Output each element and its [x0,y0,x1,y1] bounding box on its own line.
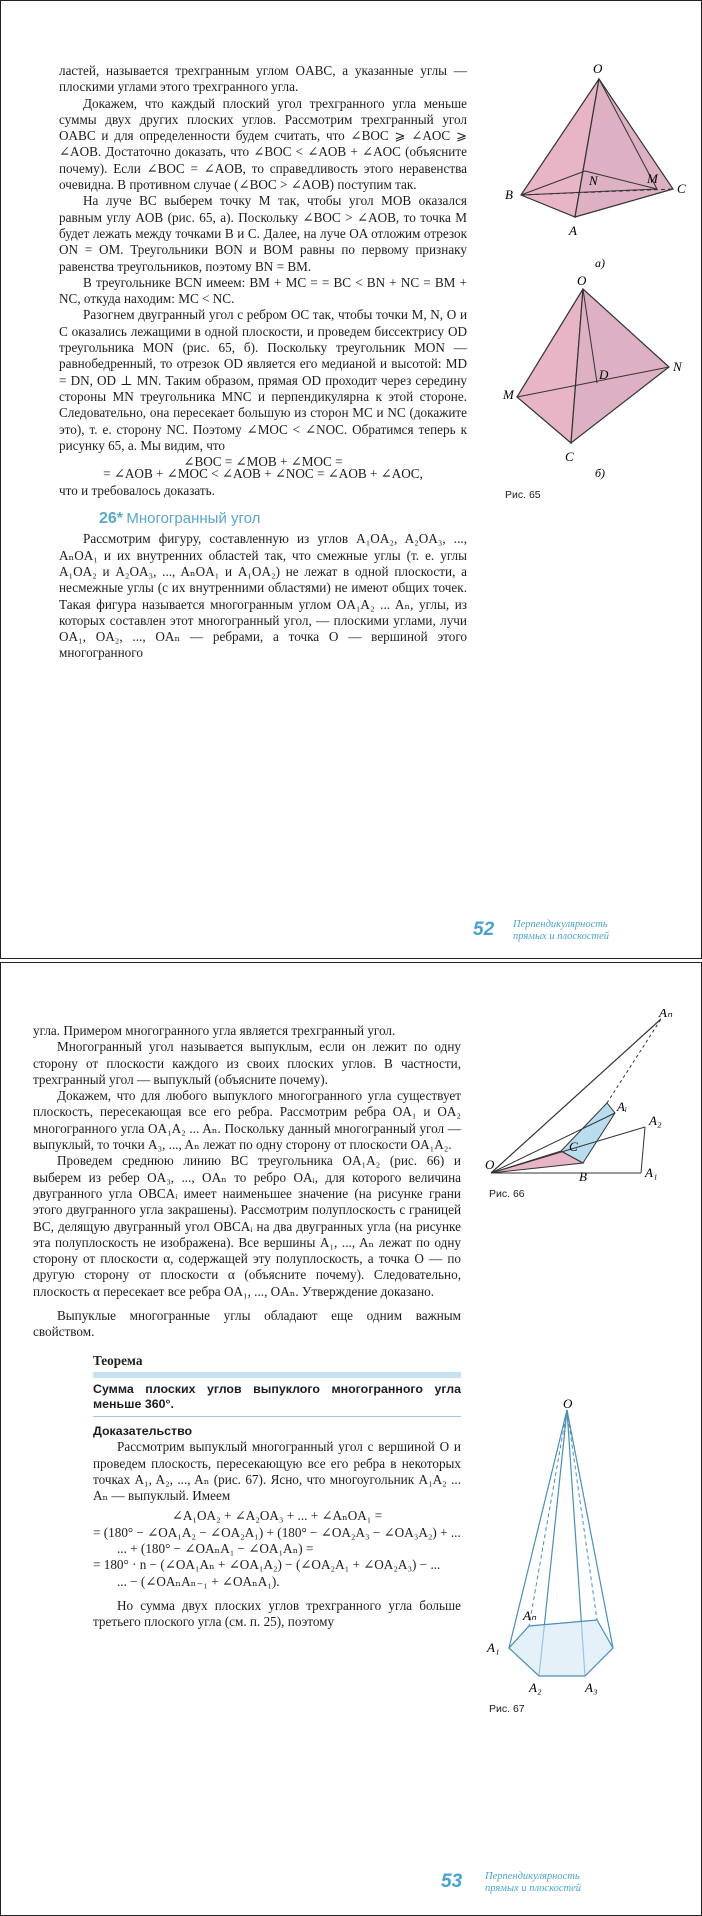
label-a1: A₁ [645,1165,658,1180]
paragraph: Рассмотрим фигуру, составленную из углов A₁OA₂, A₂OA₃, ..., AₙOA₁ и их внутренних областей так, что смежные углы (т. е. углы A₁OA₂ и A₂OA₃, ..., AₙOA₁ и A₁OA₂) не лежат в одной плоскости, а несмежные углы (с их внутренними областями) не имеют общих точек. Такая фигура называется многогранным углом OA₁A₂ ... Aₙ, углы, из которых составлен этот многогранный угол, — плоскими углами, лучи OA₁, OA₂, ..., OAₙ — ребрами, а точка O — вершиной этого многогранного [59,531,467,661]
theorem-label: Теорема [93,1352,143,1368]
label-an: Aₙ [523,1608,537,1623]
proof-label: Доказательство [93,1423,193,1438]
section-number: 26* [99,510,124,528]
equation-line: = ∠AOB + ∠MOC < ∠AOB + ∠NOC = ∠AOB + ∠AOC, [103,466,423,482]
proof-equation-line: ... − (∠OAₙAₙ₋₁ + ∠OAₙA₁). [117,1573,280,1589]
paragraph: Проведем среднюю линию BC треугольника OA₁A₂ (рис. 66) и выберем из ребер OA₃, ..., OAₙ то ребро OAᵢ, для которого величина двугранного угла OBCAᵢ имеет наименьшее значение (на рисунке грани этого двугранного угла закрашены). Рассмотрим полуплоскость с границей BC, делящую двугранный угол OBCAᵢ на два двугранных угла (на рисунке эта полуплоскость не изображена). Все вершины A₁, ..., Aₙ лежат по одну сторону от плоскости α, содержащей эту полуплоскость, а точка O — по другую сторону от плоскости α (объясните почему). Следовательно, плоскость α пересекает все ребра OA₁, ..., OAₙ. Утверждение доказано. [33,1153,461,1299]
label-n: N [589,173,598,188]
proof-body [93,1439,461,1630]
conclusion: что и требовалось доказать. [59,482,215,498]
page-52-text-column [59,63,467,662]
paragraph: Разогнем двугранный угол с ребром OC так, чтобы точки M, N, O и C оказались лежащими в одной плоскости, и проведем биссектрису OD треугольника MON (рис. 65, б). Поскольку треугольник MON — равнобедренный, то отрезок OD является его медианой и высотой: MD = DN, OD ⊥ MN. Таким образом, прямая OD проходит через середину стороны MN треугольника MNC и перпендикулярна к этой стороне. Следовательно, она пересекает большую из сторон MC и NC (докажите это), т. е. сторону NC. Поэтому ∠MOC < ∠NOC. Обратимся теперь к рисунку 65, а. Мы видим, что [59,307,467,453]
figure-67 [485,1398,695,1708]
figure-65b [501,271,691,481]
paragraph: Многогранный угол называется выпуклым, если он лежит по одну сторону от плоскости каждого из своих плоских углов. В частности, трехгранный угол — выпуклый (объясните почему). [33,1039,461,1087]
paragraph: Выпуклые многогранные углы обладают еще одним важным свойством. [33,1308,461,1340]
edge-oa4 [567,1410,613,1648]
shaded-face-bcai [561,1103,615,1163]
label-an: Aₙ [659,1009,673,1020]
figure-caption: Рис. 65 [505,489,541,501]
theorem-text: Сумма плоских углов выпуклого многогранного угла меньше 360°. [93,1380,461,1417]
paragraph: угла. Примером многогранного угла является трехгранный угол. [33,1023,396,1038]
running-header [485,1871,581,1895]
label-o: O [563,1398,573,1411]
label-a3: A₃ [585,1680,598,1695]
label-a2: A₂ [649,1113,662,1128]
face-onc [571,289,669,443]
label-c: C [677,181,686,196]
paragraph: Рассмотрим выпуклый многогранный угол с вершиной O и проведем плоскость, пересекающую все его ребра в некоторых точках A₁, A₂, ..., Aₙ (рис. 67). Ясно, что многоугольник A₁A₂ ... Aₙ — выпуклый. Имеем [93,1439,461,1504]
proof-equation-line: ... + (180° − ∠OAₙA₁ − ∠OA₁Aₙ) = [117,1541,314,1557]
page-53-text-column [33,1023,461,1631]
label-c: C [569,1139,578,1154]
running-header-line: прямых и плоскостей [513,931,609,942]
paragraph: В треугольнике BCN имеем: BM + MC = = BC < BN + NC = BM + NC, откуда находим: MC < NC. [59,274,467,307]
section-heading [99,511,467,527]
label-o: O [577,273,587,288]
proof-equation-line: ∠A₁OA₂ + ∠A₂OA₃ + ... + ∠AₙOA₁ = [171,1508,383,1524]
label-o: O [593,61,603,76]
equation-line: ∠BOC = ∠MOB + ∠MOC = [183,454,343,470]
label-b: B [579,1169,587,1184]
label-n: N [673,359,682,374]
running-header-line: Перпендикулярность [513,919,608,930]
label-o: O [485,1157,495,1172]
paragraph: Докажем, что для любого выпуклого многогранного угла существует плоскость, пересекающая все его ребра. Рассмотрим ребра OA₁ и OA₂ многогранного угла OA₁A₂ ... Aₙ. Поскольку данный многогранный угол — выпуклый, то точки A₃, ..., Aₙ лежат по одну сторону от плоскости OA₁A₂. [33,1088,461,1153]
label-m: M [503,387,514,402]
edge-oa5 [567,1410,597,1620]
figure-label-b: б) [595,466,606,480]
proof-equation-line: = (180° − ∠OA₁A₂ − ∠OA₂A₁) + (180° − ∠OA₂A₃ − ∠OA₃A₂) + ... [93,1524,461,1540]
section-title: Многогранный угол [126,510,261,528]
base-polygon [509,1620,613,1676]
textbook-page-53 [0,962,702,1916]
paragraph: На луче BC выберем точку M так, чтобы угол MOB оказался равным углу AOB (рис. 65, а). Поскольку ∠BOC > ∠AOB, то точка M будет лежать между точками B и C. Далее, на луче OA отложим отрезок ON = OM. Треугольники BON и BOM равны по первому признаку равенства треугольников, поэтому BN = BM. [59,193,467,274]
label-a1: A₁ [487,1640,500,1655]
label-d: D [599,367,609,382]
figure-65a [501,59,691,279]
proof-equation-line: = 180° · n − (∠OA₁Aₙ + ∠OA₁A₂) − (∠OA₂A₁ + ∠OA₂A₃) − ... [93,1557,441,1573]
paragraph: Докажем, что каждый плоский угол трехгранного угла меньше суммы двух других плоских углов. Рассмотрим трехгранный угол OABC и для определенности будем считать, что ∠BOC ⩾ ∠AOC ⩾ ∠AOB. Достаточно доказать, что ∠BOC < ∠AOB + ∠AOC (объясните почему). Если ∠BOC = ∠AOB, то справедливость этого неравенства очевидна. В противном случае (∠BOC > ∠AOB) поступим так. [59,95,467,193]
label-ai: Aᵢ [617,1099,627,1114]
running-header-line: прямых и плоскостей [485,1883,581,1894]
label-c: C [565,449,574,464]
figure-label-a: а) [595,256,605,270]
running-header-line: Перпендикулярность [485,1871,580,1882]
theorem-box [93,1351,461,1440]
edge-oa2 [491,1127,645,1173]
label-b: B [505,187,513,202]
figure-caption: Рис. 67 [489,1703,525,1715]
edge-oa1 [509,1410,567,1648]
label-m: M [647,171,658,186]
page-number: 52 [473,919,495,940]
paragraph: Но сумма двух плоских углов трехгранного угла больше третьего плоского угла (см. п. 25), поэтому [93,1597,461,1630]
theorem-band [93,1372,461,1378]
figure-66 [485,1009,695,1209]
paragraph: ластей, называется трехгранным углом OABC, а указанные углы — плоскими углами этого трехгранного угла. [59,63,467,95]
page-number: 53 [441,1871,463,1892]
figure-caption: Рис. 66 [489,1188,525,1200]
label-a2: A₂ [529,1680,542,1695]
label-a: A [569,223,577,238]
running-header [513,919,609,943]
